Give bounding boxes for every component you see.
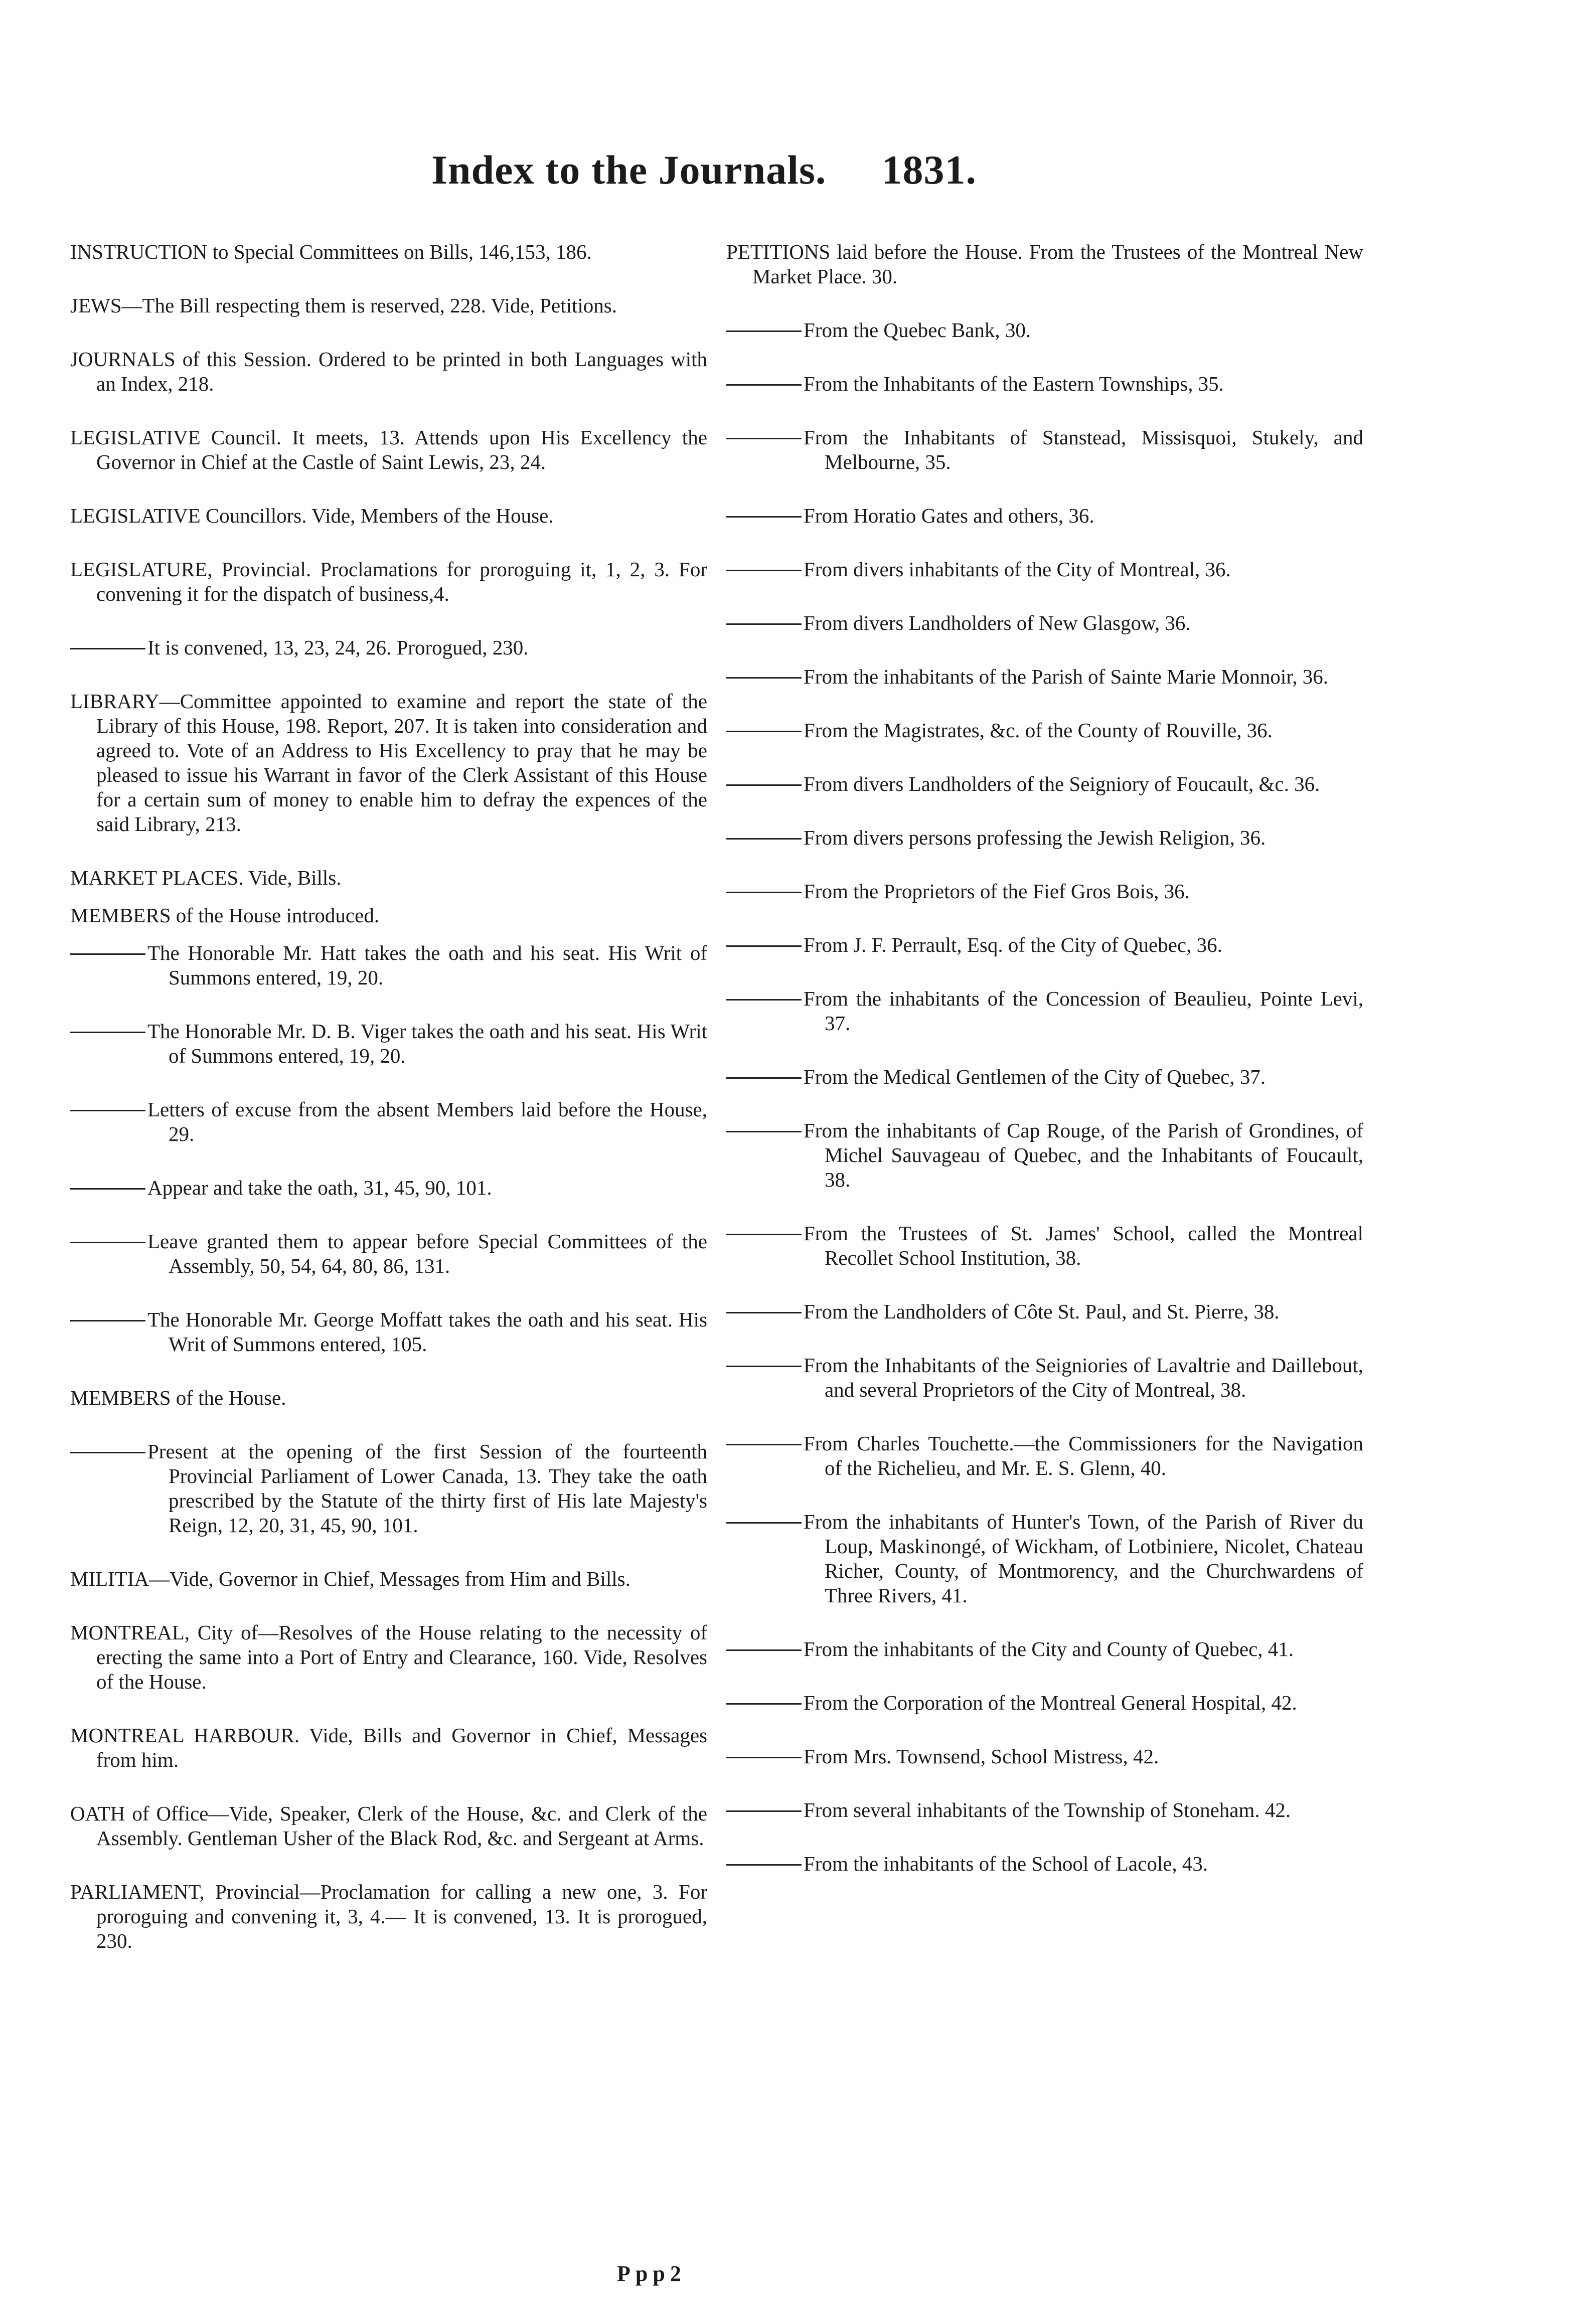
index-entry-text: PETITIONS laid before the House. From the Trustees of the Montreal New Market Place. 30. (726, 240, 1363, 288)
index-entry (70, 941, 707, 990)
index-entry (726, 1637, 1363, 1662)
index-entry-text: From divers inhabitants of the City of Montreal, 36. (726, 557, 1363, 582)
index-entry-text: PARLIAMENT, Provincial—Proclamation for calling a new one, 3. For proroguing and convening it, 3, 4.— It is convened, 13. It is prorogued, 230. (70, 1880, 707, 1952)
index-entry (726, 718, 1363, 743)
index-entry (726, 318, 1363, 343)
index-entry (70, 1439, 707, 1538)
index-entry (70, 1880, 707, 1953)
index-entry-text: The Honorable Mr. George Moffatt takes the oath and his seat. His Writ of Summons entered, 105. (70, 1307, 707, 1357)
index-entry (726, 933, 1363, 957)
index-entry-text: From divers persons professing the Jewish Religion, 36. (726, 825, 1363, 850)
ditto-rule (726, 438, 802, 439)
index-entry (70, 1307, 707, 1357)
page-header (431, 146, 977, 194)
index-entry-text: LEGISLATIVE Council. It meets, 13. Attends upon His Excellency the Governor in Chief at the Castle of Saint Lewis, 23, 24. (70, 426, 707, 473)
ditto-rule (726, 1703, 802, 1705)
index-entry-text: From divers Landholders of New Glasgow, 36. (726, 611, 1363, 635)
ditto-rule (726, 1810, 802, 1812)
index-entry (726, 1431, 1363, 1480)
index-entry (70, 1723, 707, 1772)
index-entry (70, 1019, 707, 1068)
index-entry (70, 635, 707, 660)
index-entry (726, 1118, 1363, 1192)
index-entry (726, 825, 1363, 850)
index-entry-text: From the inhabitants of the City and County of Quebec, 41. (726, 1637, 1363, 1662)
index-entry-text: INSTRUCTION to Special Committees on Bills, 146,153, 186. (70, 240, 592, 263)
ditto-rule (726, 1522, 802, 1524)
index-entry-text: From the inhabitants of Cap Rouge, of the Parish of Grondines, of Michel Sauvageau of Quebec, and the Inhabitants of Foucault, 38. (726, 1118, 1363, 1192)
index-entry-text: It is convened, 13, 23, 24, 26. Prorogued, 230. (70, 635, 707, 660)
ditto-rule (70, 1110, 145, 1111)
index-entry (70, 1176, 707, 1200)
index-entry-text: From the inhabitants of the School of Lacole, 43. (726, 1852, 1363, 1876)
index-entry-text: From the inhabitants of Hunter's Town, of the Parish of River du Loup, Maskinongé, of Wickham, of Lotbiniere, Nicolet, Chateau Richer, County, of Montmorency, and the Churchwardens of Three Rivers, 41. (726, 1510, 1363, 1608)
index-entry-text: From the Corporation of the Montreal General Hospital, 42. (726, 1691, 1363, 1715)
index-entry-text: JEWS—The Bill respecting them is reserved, 228. Vide, Petitions. (70, 294, 617, 317)
ditto-rule (726, 892, 802, 893)
index-entry-text: MILITIA—Vide, Governor in Chief, Messages from Him and Bills. (70, 1567, 630, 1590)
index-entry (726, 879, 1363, 904)
ditto-rule (726, 1757, 802, 1758)
left-index-column (70, 240, 707, 1982)
index-entry (70, 425, 707, 474)
index-entry-text: From divers Landholders of the Seigniory of Foucault, &c. 36. (726, 772, 1363, 796)
ditto-rule (726, 1444, 802, 1445)
index-entry (726, 1691, 1363, 1715)
index-entry-text: JOURNALS of this Session. Ordered to be printed in both Languages with an Index, 218. (70, 348, 707, 395)
index-entry (70, 866, 707, 890)
index-entry (70, 1229, 707, 1278)
index-entry-text: From the Inhabitants of the Seigniories of Lavaltrie and Daillebout, and several Proprietors of the City of Montreal, 38. (726, 1353, 1363, 1402)
ditto-rule (726, 1366, 802, 1367)
ditto-rule (70, 953, 145, 955)
index-entry-text: MONTREAL, City of—Resolves of the House relating to the necessity of erecting the same into a Port of Entry and Clearance, 160. Vide, Resolves of the House. (70, 1621, 707, 1693)
index-entry (726, 986, 1363, 1036)
ditto-rule (70, 1188, 145, 1190)
index-entry-text: From the Landholders of Côte St. Paul, and St. Pierre, 38. (726, 1299, 1363, 1324)
index-entry (726, 1353, 1363, 1402)
index-entry-text: LEGISLATIVE Councillors. Vide, Members of the House. (70, 504, 554, 527)
index-entry (70, 240, 707, 264)
index-entry-text: MEMBERS of the House. (70, 1386, 286, 1409)
index-entry-text: From Charles Touchette.—the Commissioners for the Navigation of the Richelieu, and Mr. E. S. Glenn, 40. (726, 1431, 1363, 1480)
index-entry (726, 240, 1363, 289)
ditto-rule (726, 1864, 802, 1866)
index-entry (70, 1386, 707, 1410)
index-entry-text: From the Medical Gentlemen of the City of Quebec, 37. (726, 1065, 1363, 1089)
ditto-rule (726, 623, 802, 625)
index-entry-text: From the Inhabitants of the Eastern Townships, 35. (726, 372, 1363, 396)
index-entry-text: From the Quebec Bank, 30. (726, 318, 1363, 343)
index-entry (726, 1510, 1363, 1608)
index-entry-text: From J. F. Perrault, Esq. of the City of Quebec, 36. (726, 933, 1363, 957)
index-entry (726, 772, 1363, 796)
index-entry (726, 665, 1363, 689)
index-entry (726, 611, 1363, 635)
ditto-rule (70, 1242, 145, 1243)
index-entry (70, 1097, 707, 1146)
index-entry (726, 425, 1363, 474)
ditto-rule (70, 1032, 145, 1033)
index-entry-text: From the inhabitants of the Parish of Sainte Marie Monnoir, 36. (726, 665, 1363, 689)
index-entry-text: LIBRARY—Committee appointed to examine and report the state of the Library of this House, 198. Report, 207. It is taken into consideration and agreed to. Vote of an Address to His Excellency to pray that he may be pleased to issue his Warrant in favor of the Clerk Assistant of this House for a certain sum of money to enable him to defray the expences of the said Library, 213. (70, 690, 707, 836)
ditto-rule (70, 1452, 145, 1453)
index-entry-text: From Horatio Gates and others, 36. (726, 504, 1363, 528)
index-entry-text: From the Proprietors of the Fief Gros Bois, 36. (726, 879, 1363, 904)
index-entry (726, 1852, 1363, 1876)
ditto-rule (726, 677, 802, 679)
index-entry-text: From Mrs. Townsend, School Mistress, 42. (726, 1744, 1363, 1769)
index-entry-text: Leave granted them to appear before Special Committees of the Assembly, 50, 54, 64, 80, 86, 131. (70, 1229, 707, 1278)
ditto-rule (726, 1131, 802, 1132)
ditto-rule (726, 516, 802, 518)
index-entry-text: MEMBERS of the House introduced. (70, 904, 380, 927)
ditto-rule (726, 330, 802, 332)
index-entry-text: Appear and take the oath, 31, 45, 90, 101. (70, 1176, 707, 1200)
ditto-rule (726, 945, 802, 947)
index-entry (726, 504, 1363, 528)
folio-signature: Ppp2 (617, 2261, 686, 2286)
index-entry-text: From the inhabitants of the Concession of Beaulieu, Pointe Levi, 37. (726, 986, 1363, 1036)
ditto-rule (726, 1312, 802, 1313)
index-entry-text: OATH of Office—Vide, Speaker, Clerk of the House, &c. and Clerk of the Assembly. Gentleman Usher of the Black Rod, &c. and Sergeant at Arms. (70, 1802, 707, 1850)
index-entry-text: From the Trustees of St. James' School, called the Montreal Recollet School Institution, 38. (726, 1221, 1363, 1270)
index-entry (70, 557, 707, 606)
ditto-rule (726, 731, 802, 732)
index-entry-text: Present at the opening of the first Session of the fourteenth Provincial Parliament of Lower Canada, 13. They take the oath prescribed by the Statute of the thirty first of His late Majesty's Reign, 12, 20, 31, 45, 90, 101. (70, 1439, 707, 1538)
ditto-rule (726, 1234, 802, 1235)
index-entry-text: From several inhabitants of the Township of Stoneham. 42. (726, 1798, 1363, 1822)
index-entry (726, 1798, 1363, 1822)
ditto-rule (726, 838, 802, 840)
index-entry-text: The Honorable Mr. Hatt takes the oath and his seat. His Writ of Summons entered, 19, 20. (70, 941, 707, 990)
index-entry-text: LEGISLATURE, Provincial. Proclamations for proroguing it, 1, 2, 3. For convening it for the dispatch of business,4. (70, 558, 707, 605)
ditto-rule (70, 648, 145, 649)
ditto-rule (726, 570, 802, 571)
index-entry (726, 372, 1363, 396)
page-title: Index to the Journals. (431, 147, 827, 193)
ditto-rule (70, 1320, 145, 1321)
index-entry (70, 1567, 707, 1591)
ditto-rule (726, 999, 802, 1001)
index-entry-text: MARKET PLACES. Vide, Bills. (70, 866, 342, 889)
index-entry (70, 293, 707, 318)
ditto-rule (726, 1649, 802, 1651)
index-entry (726, 1744, 1363, 1769)
index-entry-text: MONTREAL HARBOUR. Vide, Bills and Governor in Chief, Messages from him. (70, 1724, 707, 1771)
index-entry-text: The Honorable Mr. D. B. Viger takes the oath and his seat. His Writ of Summons entered, 19, 20. (70, 1019, 707, 1068)
ditto-rule (726, 1077, 802, 1079)
index-entry (70, 1620, 707, 1694)
index-entry-text: From the Inhabitants of Stanstead, Missisquoi, Stukely, and Melbourne, 35. (726, 425, 1363, 474)
right-index-column (726, 240, 1363, 1905)
index-entry (70, 689, 707, 837)
index-entry-text: Letters of excuse from the absent Members laid before the House, 29. (70, 1097, 707, 1146)
index-entry (70, 504, 707, 528)
index-entry (70, 347, 707, 396)
ditto-rule (726, 784, 802, 786)
index-entry (70, 1801, 707, 1851)
index-entry (726, 1299, 1363, 1324)
index-entry-text: From the Magistrates, &c. of the County of Rouville, 36. (726, 718, 1363, 743)
index-entry (726, 557, 1363, 582)
ditto-rule (726, 384, 802, 386)
index-entry (726, 1065, 1363, 1089)
index-entry (70, 903, 707, 928)
page-year: 1831. (881, 147, 977, 193)
index-entry (726, 1221, 1363, 1270)
